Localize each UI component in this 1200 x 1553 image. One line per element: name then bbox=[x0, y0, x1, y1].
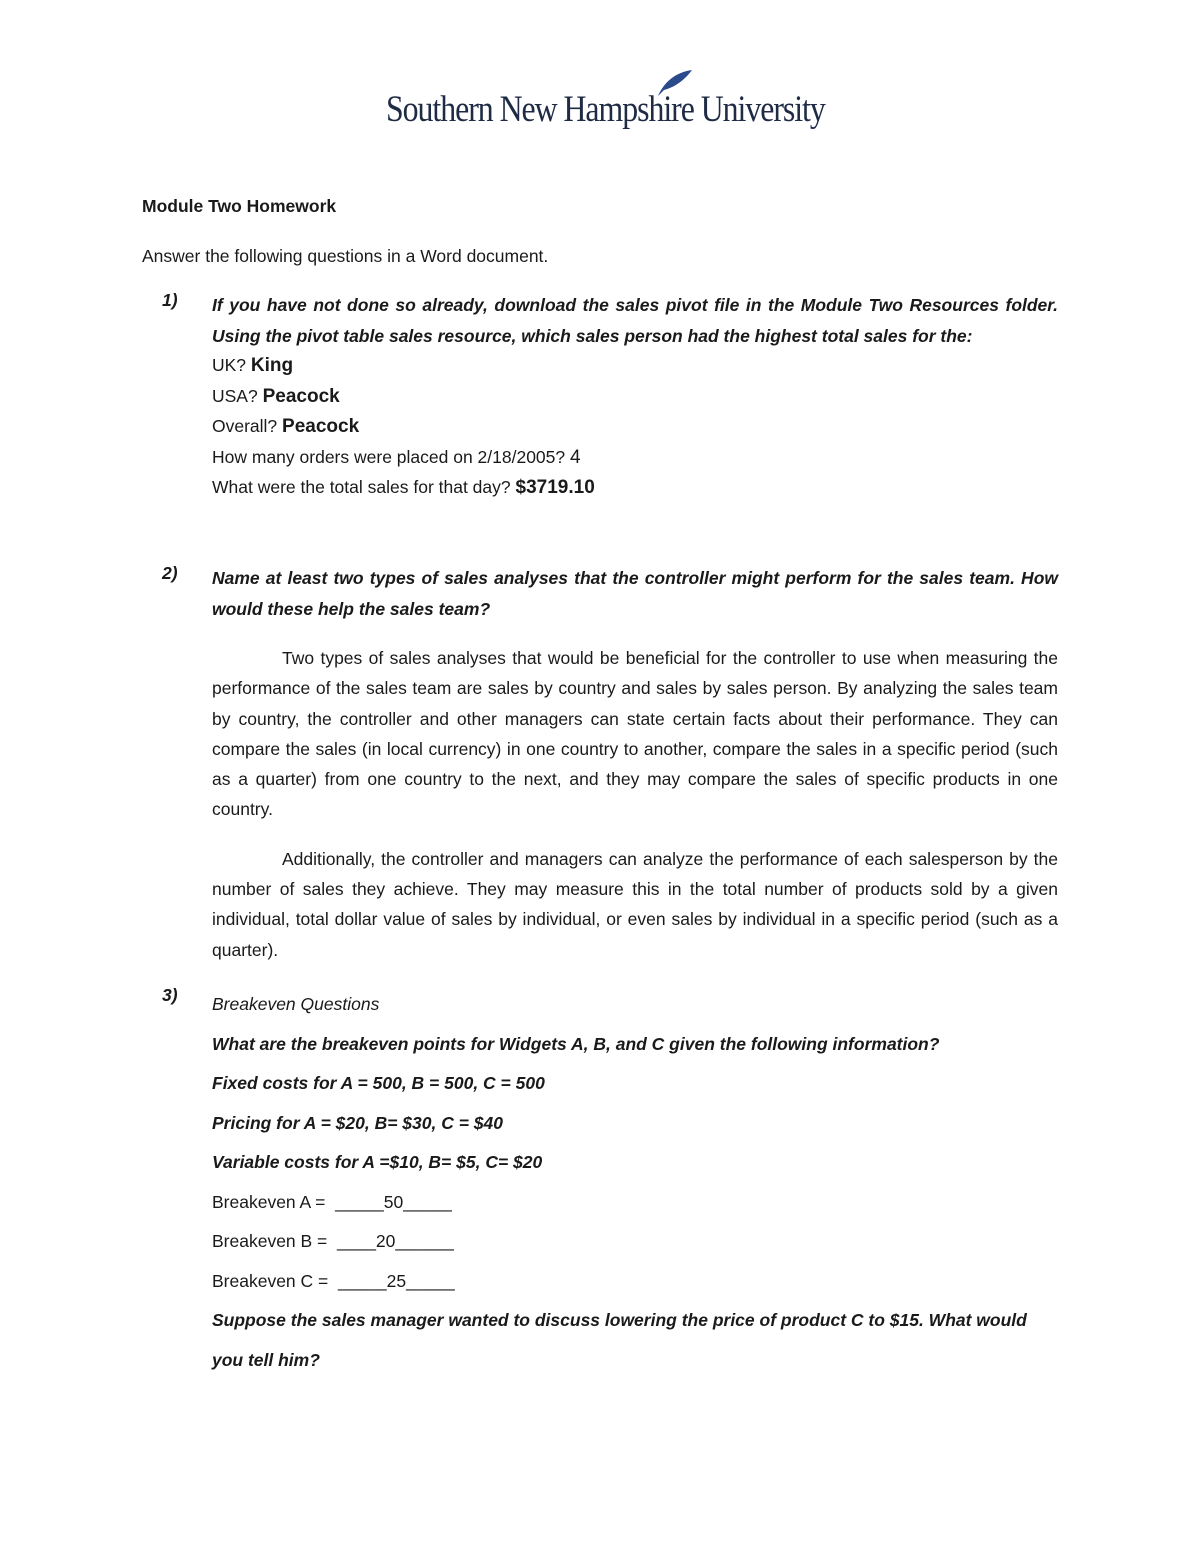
document-body bbox=[142, 192, 1058, 1370]
followup-question: Suppose the sales manager wanted to discuss lowering the price of product C to $15. What would you tell him? bbox=[212, 1310, 1027, 1370]
breakeven-c: Breakeven C = _____25_____ bbox=[212, 1270, 455, 1291]
answer-value: 4 bbox=[570, 446, 581, 468]
answer-value: King bbox=[250, 355, 294, 376]
answer-row: USA? Peacock bbox=[212, 385, 340, 407]
question-number: 2) bbox=[162, 563, 178, 583]
answer-row: How many orders were placed on 2/18/2005? 4 bbox=[212, 446, 581, 468]
section-heading: Breakeven Questions bbox=[212, 994, 380, 1014]
university-logo bbox=[386, 70, 825, 140]
pricing: Pricing for A = $20, B= $30, C = $40 bbox=[212, 1112, 503, 1133]
breakeven-question: What are the breakeven points for Widgets A, B, and C given the following information? bbox=[212, 1033, 940, 1054]
question-1-prompt: If you have not done so already, download the sales pivot file in the Module Two Resources folder. Using the pivot table sales resource, which sales person had the highest total sales for the: bbox=[212, 295, 1058, 346]
answer-row: Overall? Peacock bbox=[212, 416, 360, 437]
answer-row: UK? King bbox=[212, 355, 294, 376]
answer-row: What were the total sales for that day? $3719.10 bbox=[212, 477, 595, 498]
document-title: Module Two Homework bbox=[142, 196, 337, 216]
variable-costs: Variable costs for A =$10, B= $5, C= $20 bbox=[212, 1152, 543, 1172]
question-2-prompt: Name at least two types of sales analyses that the controller might perform for the sales team. How would these help the sales team? bbox=[212, 568, 1058, 619]
answer-paragraph: Additionally, the controller and managers can analyze the performance of each salesperson by the number of sales they achieve. They may measure this in the total number of products sold by a given individual, total dollar value of sales by individual, or even sales by individual in a specific period (such as a quarter). bbox=[212, 848, 1058, 960]
fixed-costs: Fixed costs for A = 500, B = 500, C = 500 bbox=[212, 1073, 545, 1093]
answer-paragraph: Two types of sales analyses that would be beneficial for the controller to use when measuring the performance of the sales team are sales by country and sales by sales person. By analyzing the sales team by country, the controller and other managers can state certain facts about their performance. They can compare the sales (in local currency) in one country to another, compare the sales in a specific period (such as a quarter) from one country to the next, and they may compare the sales of specific products in one country. bbox=[212, 648, 1058, 820]
answer-value: Peacock bbox=[282, 416, 360, 437]
question-number: 1) bbox=[162, 290, 178, 310]
instructions: Answer the following questions in a Word document. bbox=[142, 246, 549, 266]
breakeven-a: Breakeven A = _____50_____ bbox=[212, 1191, 452, 1212]
breakeven-b: Breakeven B = ____20______ bbox=[212, 1231, 454, 1251]
answer-value: Peacock bbox=[262, 385, 340, 407]
university-name: Southern New Hampshire University bbox=[386, 89, 825, 130]
answer-value: $3719.10 bbox=[515, 477, 595, 498]
question-number: 3) bbox=[162, 985, 178, 1005]
